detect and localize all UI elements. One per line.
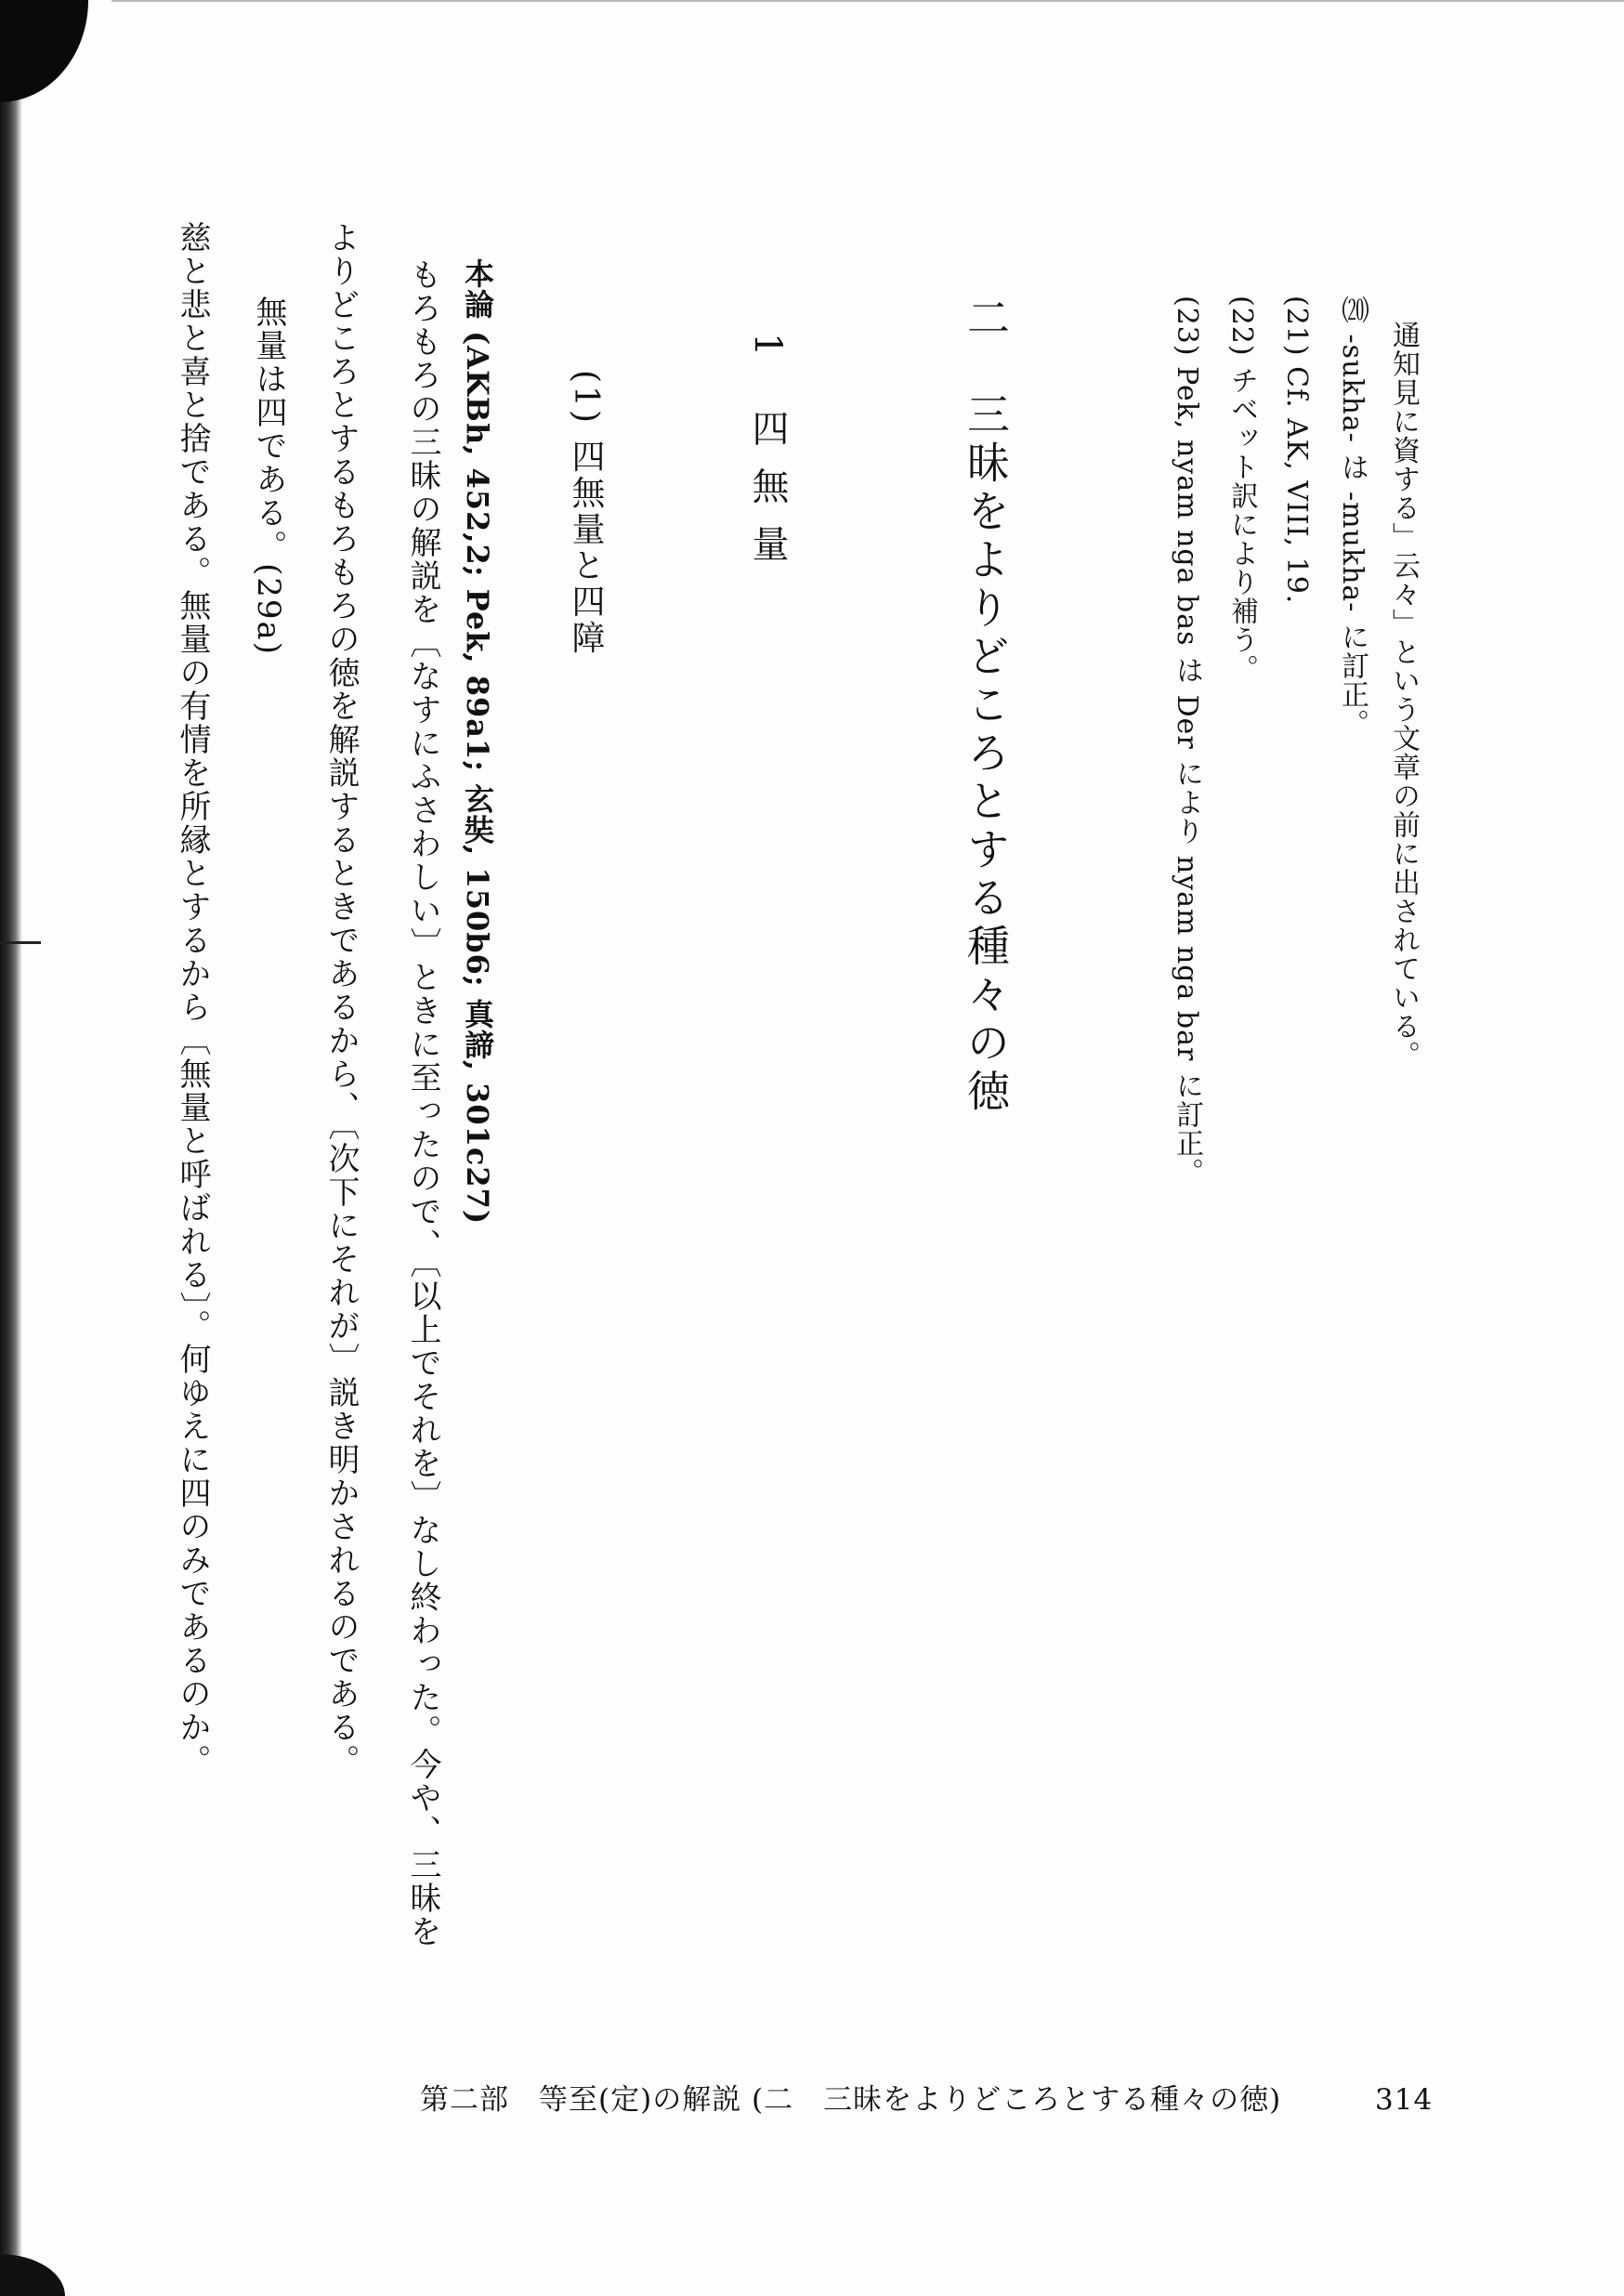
scan-corner-bottom [0,2254,65,2296]
note-22: (22) チベット訳により補う。 [1225,295,1258,684]
body-paragraph-line: よりどころとするもろもろの徳を解説するときであるから、〔次下にそれが〕説き明かされるのである。 [322,221,360,1778]
note-23: (23) Pek, nyam nga bas は Der により nyam nga bar に訂正。 [1171,295,1203,1187]
note-continuation: 通知見に資する」云々」という文章の前に出されている。 [1387,321,1420,1069]
body-paragraph-line: 慈と悲と喜と捨である。無量の有情を所縁とするから〔無量と呼ばれる〕。何ゆえに四のみであるのか。 [174,221,211,1778]
footer-title: 第二部 等至(定)の解説 (二 三昧をよりどころとする種々の徳) [420,2083,1282,2117]
scan-corner-top [0,0,88,102]
page-number: 314 [1375,2083,1434,2117]
subsection-heading: 1 四無量 [746,333,789,583]
section-heading: 二 三昧をよりどころとする種々の徳 [961,295,1011,1117]
body-paragraph-line: もろもろの三昧の解説を〔なすにふさわしい〕ときに至ったので、〔以上でそれを〕なし終わった。今や、三昧を [404,258,441,1948]
note-20: ⒇ -sukha- は -mukha- に訂正。 [1336,295,1369,738]
subsubsection-heading: (1) 四無量と四障 [567,370,605,657]
page-top-edge [111,0,1624,2]
note-21: (21) Cf. AK, VIII, 19. [1280,295,1313,605]
scan-edge-shadow [0,0,22,2296]
running-footer [420,2081,1442,2119]
scan-margin-tick [0,941,41,944]
source-reference: 本論 (AKBh, 452,2; Pek, 89a1; 玄奘, 150b6; 真諦, 301c27) [460,258,495,1226]
verse-line: 無量は四である。(29a) [250,295,287,657]
